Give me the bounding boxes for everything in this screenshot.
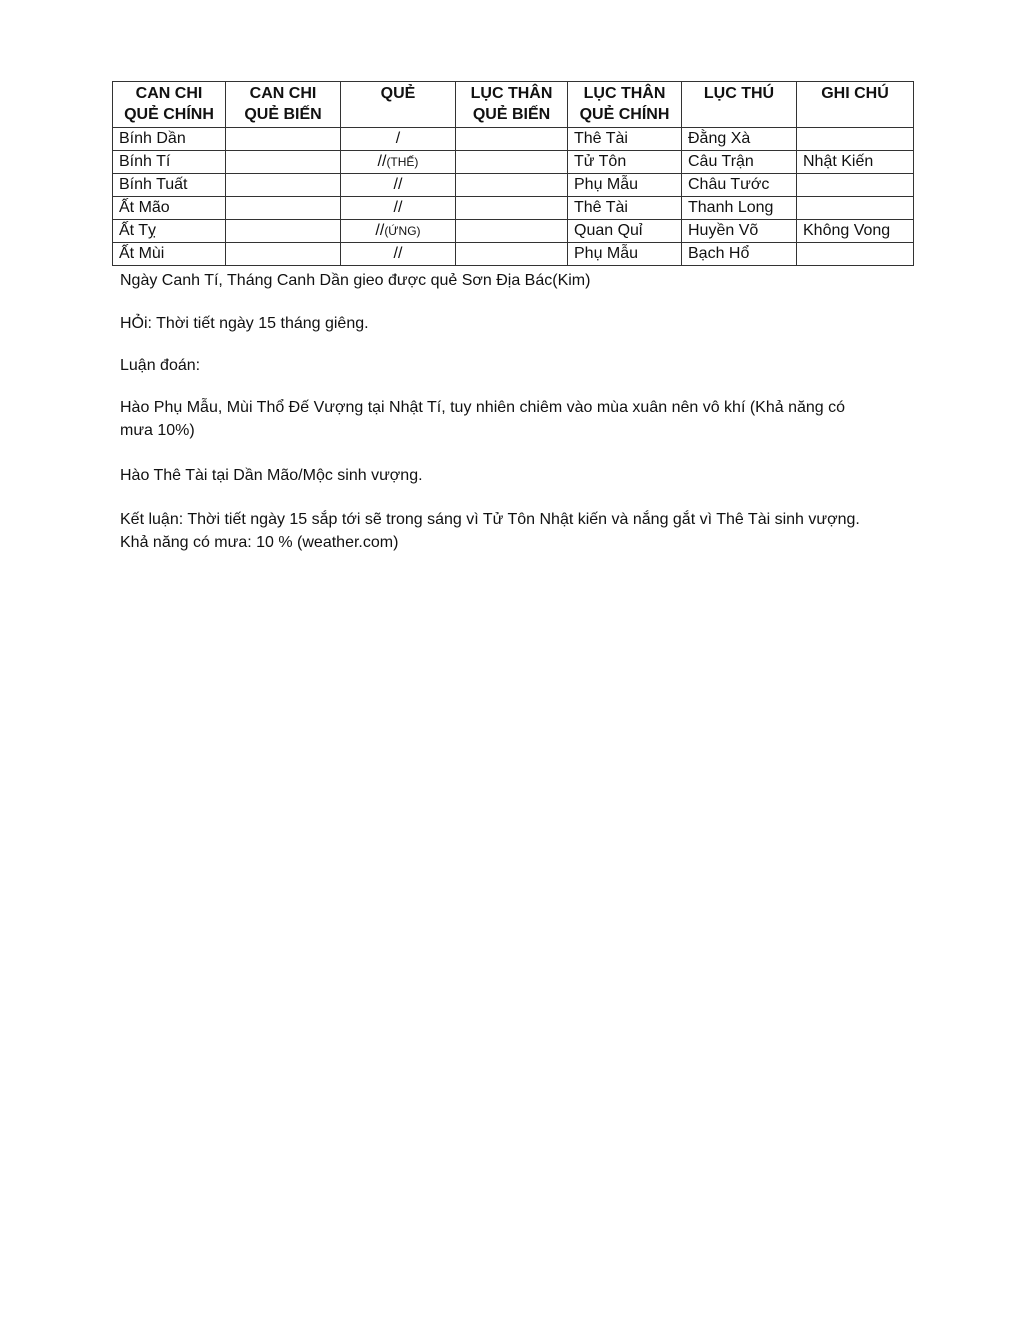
que-lines: // — [393, 176, 403, 193]
header-can-chi-que-chinh: CAN CHI QUẺ CHÍNH — [113, 82, 226, 128]
paragraph2-text: Hào Thê Tài tại Dần Mão/Mộc sinh vượng. — [120, 467, 423, 484]
header-can-chi-que-bien: CAN CHI QUẺ BIẾN — [226, 82, 341, 128]
cell-can-chi-bien — [226, 220, 341, 243]
cell-can-chi-bien — [226, 174, 341, 197]
cell-luc-than-bien — [456, 243, 568, 266]
cell-que — [341, 128, 456, 151]
paragraph1-line1: Hào Phụ Mẫu, Mùi Thổ Đế Vượng tại Nhật Tí, tuy nhiên chiêm vào mùa xuân nên vô khí (Khả năng có — [120, 399, 846, 416]
header-luc-than-que-bien: LỤC THÂN QUẺ BIẾN — [456, 82, 568, 128]
cell-can-chi-chinh: Bính Tí — [113, 151, 226, 174]
hexagram-table — [112, 81, 914, 266]
header-luc-thu: LỤC THÚ — [682, 82, 797, 128]
que-lines: / — [395, 130, 401, 147]
cell-luc-than-bien — [456, 220, 568, 243]
cell-can-chi-bien — [226, 128, 341, 151]
paragraph1-line2: mưa 10%) — [120, 422, 195, 439]
table-row — [113, 243, 914, 266]
que-note: (ỨNG) — [384, 224, 421, 238]
analysis-paragraph-1 — [120, 396, 910, 442]
table-row — [113, 197, 914, 220]
cell-luc-thu: Câu Trận — [682, 151, 797, 174]
cell-ghi-chu — [797, 174, 914, 197]
cell-can-chi-bien — [226, 197, 341, 220]
que-note: (THẾ) — [386, 155, 419, 169]
cell-luc-thu: Thanh Long — [682, 197, 797, 220]
cell-luc-than-chinh: Thê Tài — [568, 197, 682, 220]
cell-luc-thu: Châu Tước — [682, 174, 797, 197]
cell-can-chi-bien — [226, 151, 341, 174]
que-lines: // — [375, 222, 385, 239]
header-ghi-chu: GHI CHÚ — [797, 82, 914, 128]
cell-que — [341, 220, 456, 243]
cell-can-chi-chinh: Ất Tỵ — [113, 220, 226, 243]
cell-luc-thu: Huyền Võ — [682, 220, 797, 243]
cell-can-chi-bien — [226, 243, 341, 266]
cell-luc-than-chinh: Phụ Mẫu — [568, 174, 682, 197]
cell-luc-thu: Đằng Xà — [682, 128, 797, 151]
cell-luc-than-chinh: Quan Quỉ — [568, 220, 682, 243]
cell-luc-than-bien — [456, 151, 568, 174]
cell-can-chi-chinh: Ất Mão — [113, 197, 226, 220]
que-lines: // — [393, 245, 403, 262]
cell-ghi-chu — [797, 128, 914, 151]
intro-line — [120, 269, 910, 292]
conclusion-line2: Khả năng có mưa: 10 % (weather.com) — [120, 534, 399, 551]
conclusion-paragraph — [120, 508, 910, 554]
table-row — [113, 151, 914, 174]
header-luc-than-que-chinh: LỤC THÂN QUẺ CHÍNH — [568, 82, 682, 128]
cell-luc-than-chinh: Thê Tài — [568, 128, 682, 151]
conclusion-line1: Kết luận: Thời tiết ngày 15 sắp tới sẽ trong sáng vì Tử Tôn Nhật kiến và nắng gắt vì Thê Tài sinh vượng. — [120, 511, 860, 528]
header-que: QUẺ — [341, 82, 456, 128]
cell-luc-than-bien — [456, 197, 568, 220]
intro-text: Ngày Canh Tí, Tháng Canh Dần gieo được quẻ Sơn Địa Bác(Kim) — [120, 272, 591, 289]
cell-ghi-chu: Không Vong — [797, 220, 914, 243]
question-line — [120, 312, 910, 335]
cell-luc-thu: Bạch Hổ — [682, 243, 797, 266]
cell-que — [341, 151, 456, 174]
cell-ghi-chu: Nhật Kiến — [797, 151, 914, 174]
cell-que — [341, 174, 456, 197]
cell-can-chi-chinh: Ất Mùi — [113, 243, 226, 266]
table-header-row — [113, 82, 914, 128]
cell-luc-than-chinh: Phụ Mẫu — [568, 243, 682, 266]
cell-ghi-chu — [797, 243, 914, 266]
analysis-paragraph-2 — [120, 464, 910, 487]
table-row — [113, 220, 914, 243]
cell-luc-than-bien — [456, 128, 568, 151]
cell-que — [341, 243, 456, 266]
cell-ghi-chu — [797, 197, 914, 220]
cell-luc-than-chinh: Tử Tôn — [568, 151, 682, 174]
cell-que — [341, 197, 456, 220]
cell-can-chi-chinh: Bính Dần — [113, 128, 226, 151]
question-text: HỎi: Thời tiết ngày 15 tháng giêng. — [120, 315, 369, 332]
analysis-heading: Luận đoán: — [120, 357, 201, 374]
cell-luc-than-bien — [456, 174, 568, 197]
que-lines: // — [393, 199, 403, 216]
table-row — [113, 174, 914, 197]
cell-can-chi-chinh: Bính Tuất — [113, 174, 226, 197]
que-lines: // — [377, 153, 387, 170]
table-row — [113, 128, 914, 151]
analysis-heading-line — [120, 354, 910, 377]
